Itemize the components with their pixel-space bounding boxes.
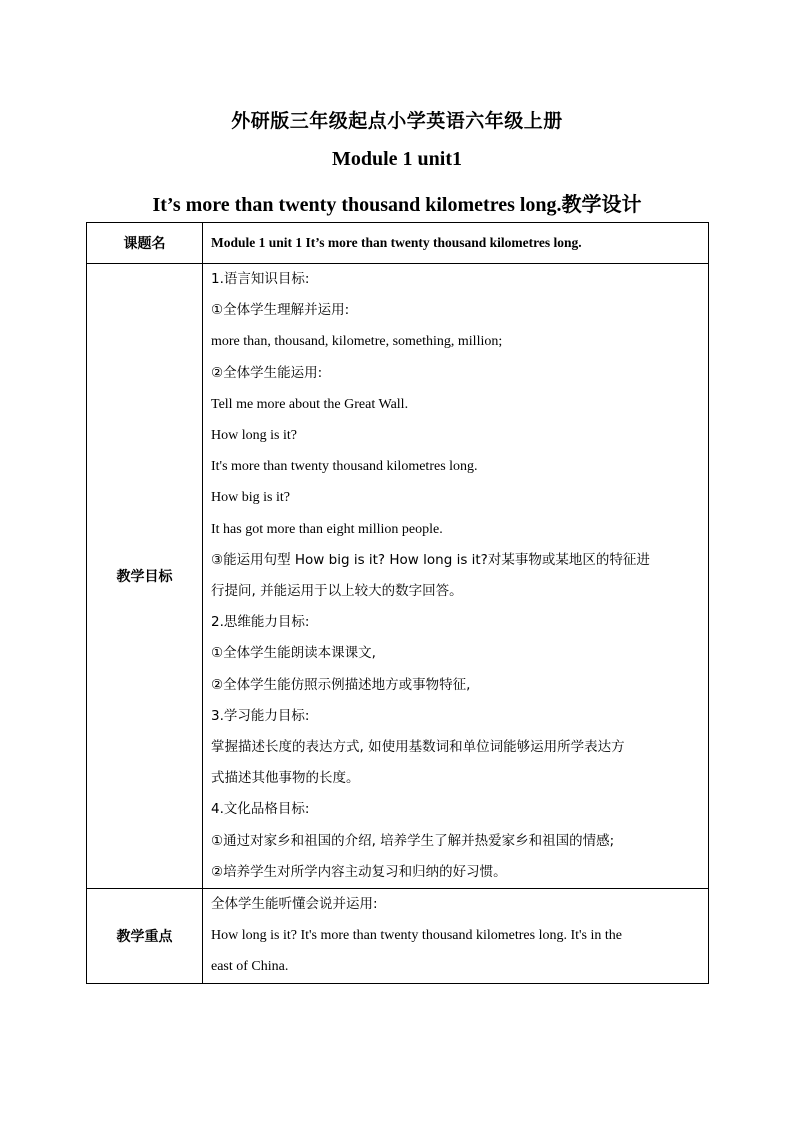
list-item: ①全体学生理解并运用: [211,302,350,319]
list-item: It's more than twenty thousand kilometres long. [211,459,478,475]
list-item: ③能运用句型 How big is it? How long is it?对某事物或某地区的特征进 [211,551,650,568]
focus-label: 教学重点 [87,889,203,984]
list-item: How long is it? [211,428,297,444]
module-title: Module 1 unit1 [331,148,463,170]
list-item: 全体学生能听懂会说并运用: [211,896,378,913]
list-item: 4.文化品格目标: [211,801,310,818]
list-item: 3.学习能力目标: [211,707,310,724]
list-item: 1.语言知识目标: [211,271,310,287]
list-item: 掌握描述长度的表达方式, 如使用基数词和单位词能够运用所学表达方 [211,739,625,756]
list-item: How long is it? It's more than twenty thousand kilometres long. It's in the [211,928,622,944]
table-row [87,264,709,889]
lesson-plan-table [86,222,709,984]
list-item: ②培养学生对所学内容主动复习和归纳的好习惯。 [211,863,507,880]
document-title: 外研版三年级起点小学英语六年级上册 [231,111,563,132]
list-item: ①全体学生能朗读本课课文, [211,645,376,662]
topic-value: Module 1 unit 1 It’s more than twenty thousand kilometres long. [203,223,709,264]
table-row [87,889,709,984]
table-row [87,223,709,264]
list-item: 行提问, 并能运用于以上较大的数字回答。 [211,583,463,600]
list-item: 2.思维能力目标: [211,614,310,631]
lesson-title: It’s more than twenty thousand kilometres long.教学设计 [152,194,642,216]
list-item: It has got more than eight million people. [211,521,443,537]
list-item: east of China. [211,959,289,975]
list-item: How big is it? [211,490,290,506]
list-item: Tell me more about the Great Wall. [211,396,409,412]
list-item: ①通过对家乡和祖国的介绍, 培养学生了解并热爱家乡和祖国的情感; [211,832,615,849]
list-item: more than, thousand, kilometre, something, million; [211,334,503,350]
focus-content [203,889,709,984]
topic-label: 课题名 [87,223,203,264]
objectives-label: 教学目标 [87,264,203,889]
list-item: 式描述其他事物的长度。 [211,770,360,787]
list-item: ②全体学生能仿照示例描述地方或事物特征, [211,676,471,693]
list-item: ②全体学生能运用: [211,364,323,381]
objectives-content [203,264,709,889]
